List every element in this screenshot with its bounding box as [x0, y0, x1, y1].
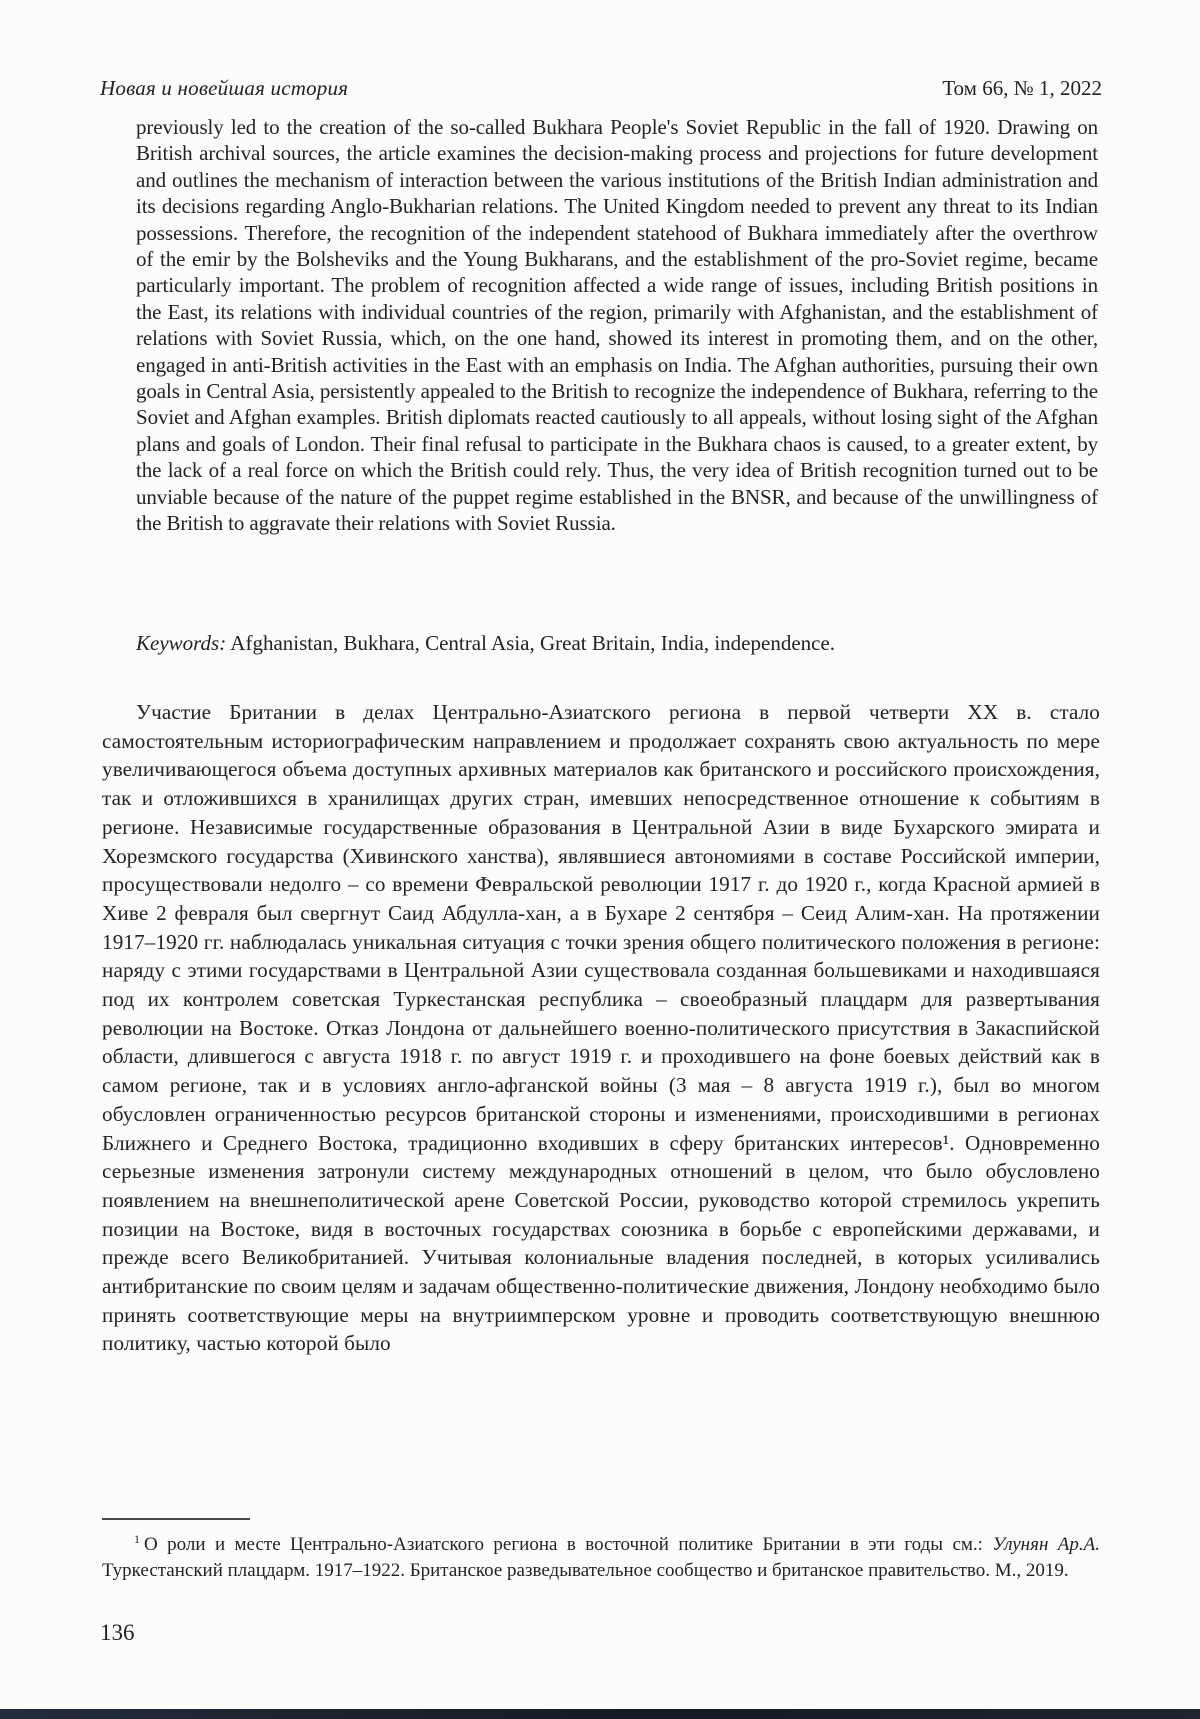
footnote-text: О роли и месте Центрально-Азиатского региона в восточной политике Британии в эти годы см.:	[144, 1534, 993, 1555]
abstract-paragraph: previously led to the creation of the so-called Bukhara People's Soviet Republic in the fall of 1920. Drawing on British archival sources, the article examines the decision-making process and projections for future development and outlines the mechanism of interaction between the various institutions of the British Indian administration and its decisions regarding Anglo-Bukharian relations. The United Kingdom needed to prevent any threat to its Indian possessions. Therefore, the recognition of the independent statehood of Bukhara immediately after the overthrow of the emir by the Bolsheviks and the Young Bukharans, and the establishment of the pro-Soviet regime, became particularly important. The problem of recognition affected a wide range of issues, including British positions in the East, its relations with individual countries of the region, primarily with Afghanistan, and the establishment of relations with Soviet Russia, which, on the one hand, showed its interest in promoting them, and on the other, engaged in anti-British activities in the East with an emphasis on India. The Afghan authorities, pursuing their own goals in Central Asia, persistently appealed to the British to recognize the independence of Bukhara, referring to the Soviet and Afghan examples. British diplomats reacted cautiously to all appeals, without losing sight of the Afghan plans and goals of London. Their final refusal to participate in the Bukhara chaos is caused, to a greater extent, by the lack of a real force on which the British could rely. Thus, the very idea of British recognition turned out to be unviable because of the nature of the puppet regime established in the BNSR, and because of the unwillingness of the British to aggravate their relations with Soviet Russia.	[136, 115, 1098, 536]
footnote-marker: 1	[134, 1531, 140, 1546]
article-body	[102, 698, 1100, 1358]
keywords-text: Afghanistan, Bukhara, Central Asia, Great Britain, India, independence.	[226, 631, 836, 655]
body-paragraph: Участие Британии в делах Центрально-Азиатского региона в первой четверти XX в. стало самостоятельным историографическим направлением и продолжает сохранять свою актуальность по мере увеличивающегося объема доступных архивных материалов как британского и российского происхождения, так и отложившихся в хранилищах других стран, имевших непосредственное отношение к событиям в регионе. Независимые государственные образования в Центральной Азии в виде Бухарского эмирата и Хорезмского государства (Хивинского ханства), являвшиеся автономиями в составе Российской империи, просуществовали недолго – со времени Февральской революции 1917 г. до 1920 г., когда Красной армией в Хиве 2 февраля был свергнут Саид Абдулла-хан, а в Бухаре 2 сентября – Сеид Алим-хан. На протяжении 1917–1920 гг. наблюдалась уникальная ситуация с точки зрения общего политического положения в регионе: наряду с этими государствами в Центральной Азии существовала созданная большевиками и находившаяся под их контролем советская Туркестанская республика – своеобразный плацдарм для развертывания революции на Востоке. Отказ Лондона от дальнейшего военно-политического присутствия в Закаспийской области, длившегося с августа 1918 г. по август 1919 г. и проходившего на фоне боевых действий как в самом регионе, так и в условиях англо-афганской войны (3 мая – 8 августа 1919 г.), был во многом обусловлен ограниченностью ресурсов британской стороны и изменениями, происходившими в регионах Ближнего и Среднего Востока, традиционно входивших в сферу британских интересов¹. Одновременно серьезные изменения затронули систему международных отношений в целом, что было обусловлено появлением на внешнеполитической арене Советской России, руководство которой стремилось укрепить позиции на Востоке, видя в восточных государствах союзника в борьбе с европейскими державами, и прежде всего Великобританией. Учитывая колониальные владения последней, в которых усиливались антибританские по своим целям и задачам общественно-политические движения, Лондону необходимо было принять соответствующие меры на внутриимперском уровне и проводить соответствующую внешнюю политику, частью которой было	[102, 700, 1100, 1356]
issue-info: Том 66, № 1, 2022	[942, 76, 1102, 100]
journal-title: Новая и новейшая история	[100, 76, 349, 100]
keywords-line	[136, 630, 1098, 656]
keywords-label: Keywords:	[136, 631, 227, 655]
footnote	[102, 1532, 1100, 1583]
running-head	[100, 76, 1102, 101]
scan-edge-artifact	[0, 1709, 1200, 1719]
abstract-english	[136, 114, 1098, 537]
footnote-divider	[102, 1518, 250, 1520]
footnote-author: Улунян Ар.А.	[992, 1534, 1100, 1555]
footnote-text-continued: Туркестанский плацдарм. 1917–1922. Британское разведывательное сообщество и британское правительство. М., 2019.	[102, 1559, 1069, 1581]
page-number: 136	[100, 1620, 135, 1645]
